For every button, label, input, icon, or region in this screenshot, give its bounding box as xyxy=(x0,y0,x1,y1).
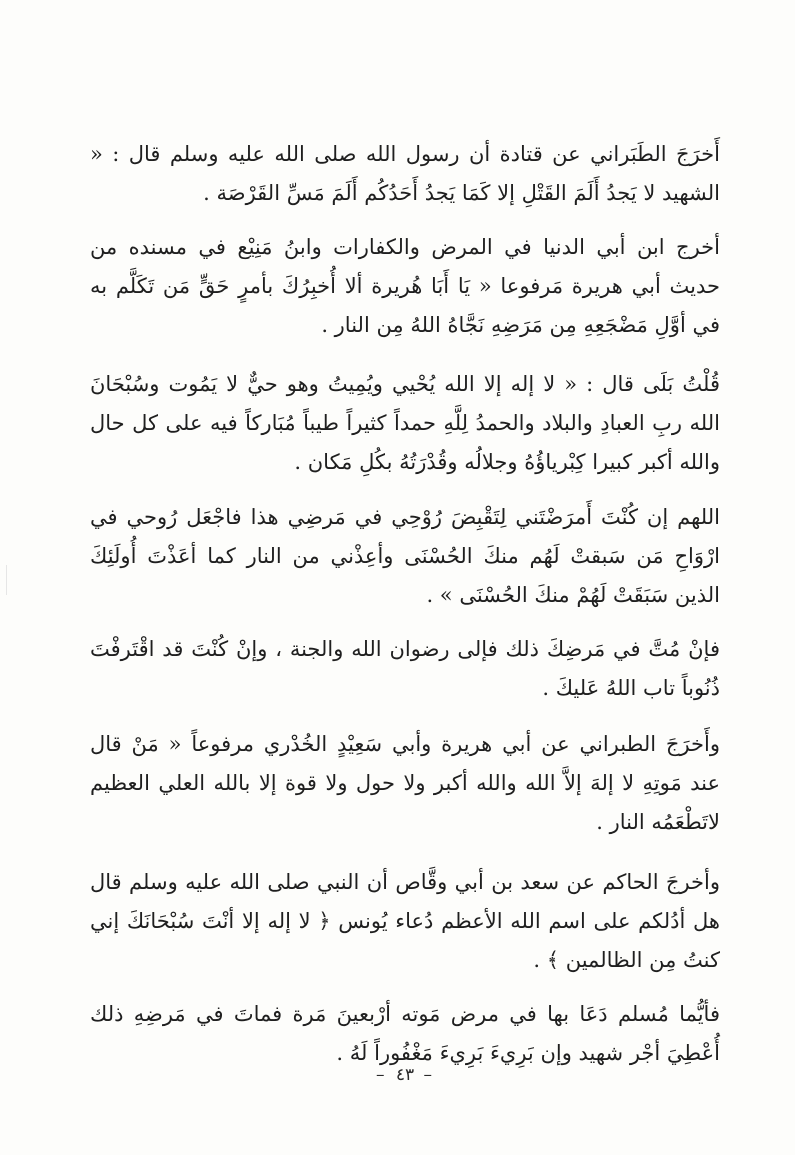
paragraph-7: وأخرجَ الحاكم عن سعد بن أبي وقَّاص أن النبي صلى الله عليه وسلم قال هل أدُلكم على اسم الله الأعظم دُعاء يُونس ﴿ لا إله إلا أنْتَ سُبْحَانَكَ إني كنتُ مِن الظالمين ﴾ . xyxy=(90,870,720,972)
paragraph-2: أخرج ابن أبي الدنيا في المرض والكفارات وابنُ مَنِيْع في مسنده من حديث أبي هريرة مَرفوعا « يَا أَبَا هُريرة ألا أُخبِرُكَ بأمرٍ حَقٍّ مَن تَكَلَّم به في أوَّلِ مَضْجَعِهِ مِن مَرَضِهِ نَجَّاهُ اللهُ مِن النار . xyxy=(90,235,720,337)
paragraph-3: قُلْتُ بَلَى قال : « لا إله إلا الله يُحْيي ويُمِيتُ وهو حيٌّ لا يَمُوت وسُبْحَانَ الله ربِ العبادِ والبلاد والحمدُ لِلَّهِ حمداً كثيراً طيباً مُبَاركاً فيه على كل حال والله أكبر كبيرا كِبْرياؤُهُ وجلالُه وقُدْرَتُهُ بكُلِ مَكان . xyxy=(90,372,720,474)
scan-edge-mark xyxy=(0,565,7,595)
paragraph-1: أَخرَجَ الطَبَراني عن قتادة أن رسول الله صلى الله عليه وسلم قال : « الشهيد لا يَجدُ أَلَمَ القَتْلِ إلا كَمَا يَجدُ أَحَدُكُم أَلَمَ مَسِّ القَرْصَة . xyxy=(90,142,720,205)
page-number-dash-left: – xyxy=(375,1065,387,1085)
paragraph-4: اللهم إن كُنْتَ أَمرَضْتَني لِتَقْبِضَ رُوْحِي في مَرضِي هذا فاجْعَل رُوحي في ارْوَاحِ مَن سَبقتْ لَهُم منكَ الحُسْنَى وأعِذْني من النار كما أعَذْتَ أُولَئِكَ الذين سَبَقَتْ لَهُمْ منكَ الحُسْنَى » . xyxy=(90,505,720,607)
paragraph-8: فأيُّما مُسلم دَعَا بها في مرض مَوته أرْبعينَ مَرة فماتَ في مَرضِهِ ذلك أُعْطِيَ أجْر شهيد وإن بَرِيءَ بَرِيءَ مَغْفُوراً لَهُ . xyxy=(90,1002,720,1065)
page-number-dash-right: – xyxy=(423,1065,435,1085)
paragraph-5: فإنْ مُتَّ في مَرضِكَ ذلك فإلى رضوان الله والجنة ، وإنْ كُنْتَ قد اقْتَرفْتَ ذُنُوباً تاب اللهُ عَليكَ . xyxy=(90,637,720,700)
page-number-footer xyxy=(90,1065,720,1085)
page-number: ٤٣ xyxy=(395,1065,415,1085)
paragraph-6: وأَخرَجَ الطبراني عن أبي هريرة وأبي سَعِيْدٍ الخُدْري مرفوعاً « مَنْ قال عند مَوتِهِ لا إلهَ إلاَّ الله والله أكبر ولا حول ولا قوة إلا بالله العلي العظيم لاتَطْعَمُه النار . xyxy=(90,732,720,834)
document-page xyxy=(90,125,720,1125)
